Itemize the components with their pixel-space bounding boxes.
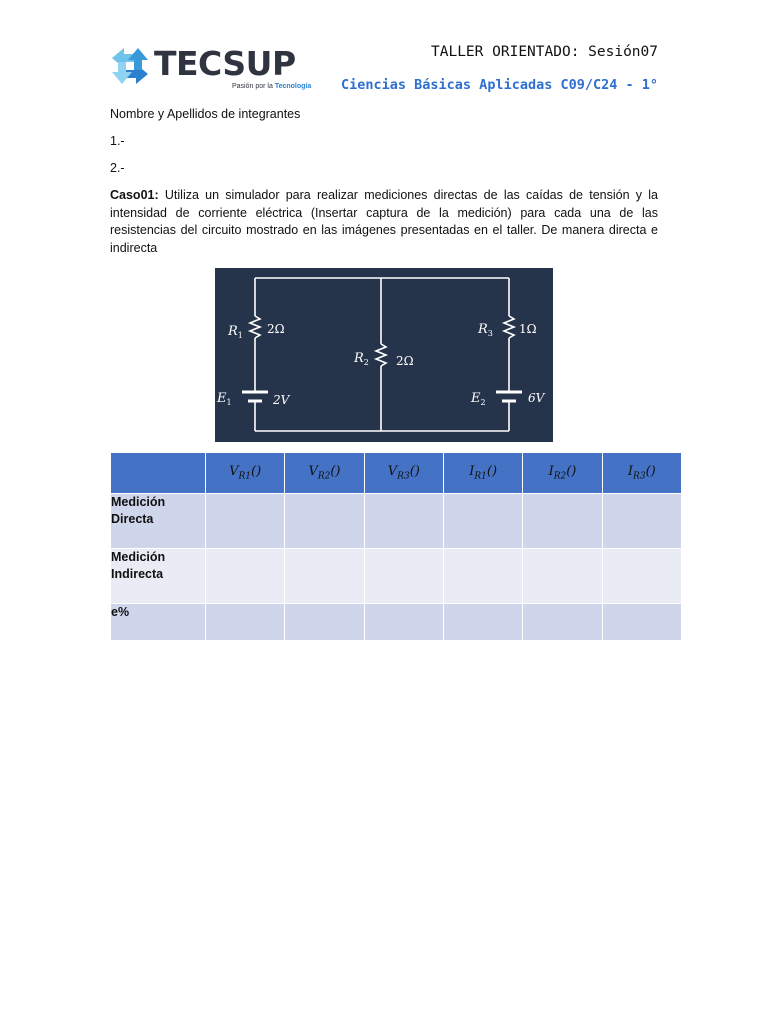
table-row [111,494,682,549]
input-cell[interactable] [285,549,364,604]
circuit-svg [215,268,553,442]
r1-value: 2Ω [267,322,285,336]
e2-label: $E_2$ [471,391,486,407]
logo-tagline [232,83,311,90]
input-cell[interactable] [602,494,681,549]
col-i-r1: $I_{R1}()$ [443,453,522,494]
e2-value: 6V [528,391,545,405]
measurements-table [110,452,682,641]
table-row [111,549,682,604]
r3-label: $R_3$ [478,322,493,338]
session-title: TALLER ORIENTADO: Sesión07 [431,44,658,60]
r2-label: $R_2$ [354,351,369,367]
input-cell[interactable] [602,604,681,641]
input-cell[interactable] [523,494,602,549]
battery-e1-icon [242,392,268,401]
e1-value: 2V [273,393,290,407]
input-cell[interactable] [206,494,285,549]
input-cell[interactable] [285,604,364,641]
case-label: Caso01: [110,188,159,202]
col-i-r3: $I_{R3}()$ [602,453,681,494]
circuit-wires [250,278,514,431]
table-row [111,604,682,641]
member-line-2: 2.- [110,161,125,175]
row-label-direct: Medición Directa [111,494,206,549]
input-cell[interactable] [364,549,443,604]
names-label: Nombre y Apellidos de integrantes [110,107,301,121]
battery-e2-icon [496,392,522,401]
r1-label: $R_1$ [228,324,243,340]
input-cell[interactable] [443,494,522,549]
input-cell[interactable] [364,494,443,549]
table-header-row [111,453,682,494]
r2-value: 2Ω [396,354,414,368]
logo-tagline-highlight: Tecnología [274,83,312,90]
arrows-logo-icon [108,44,152,88]
r3-value: 1Ω [519,322,537,336]
case-text: Utiliza un simulador para realizar mediciones directas de las caídas de tensión y la intensidad de corriente eléctrica (Insertar captura de la medición) para cada una de las resistencias del circuito mostrado en las imágenes presentadas en el taller. De manera directa e indirecta [110,188,659,255]
input-cell[interactable] [443,549,522,604]
input-cell[interactable] [206,549,285,604]
row-label-error: e% [111,604,206,641]
input-cell[interactable] [523,549,602,604]
input-cell[interactable] [602,549,681,604]
circuit-diagram [215,268,553,442]
case-paragraph [110,187,658,257]
course-subtitle: Ciencias Básicas Aplicadas C09/C24 - 1° [341,77,658,93]
member-line-1: 1.- [110,134,125,148]
e1-label: $E_1$ [217,391,232,407]
tecsup-logo [108,44,312,94]
col-v-r1: $V_{R1}()$ [206,453,285,494]
col-v-r3: $V_{R3}()$ [364,453,443,494]
row-label-indirect: Medición Indirecta [111,549,206,604]
col-i-r2: $I_{R2}()$ [523,453,602,494]
input-cell[interactable] [523,604,602,641]
input-cell[interactable] [285,494,364,549]
logo-wordmark: TECSUP [154,44,296,83]
logo-tagline-prefix: Pasión por la [232,83,273,90]
input-cell[interactable] [364,604,443,641]
input-cell[interactable] [443,604,522,641]
header-blank-cell [111,453,206,494]
col-v-r2: $V_{R2}()$ [285,453,364,494]
input-cell[interactable] [206,604,285,641]
